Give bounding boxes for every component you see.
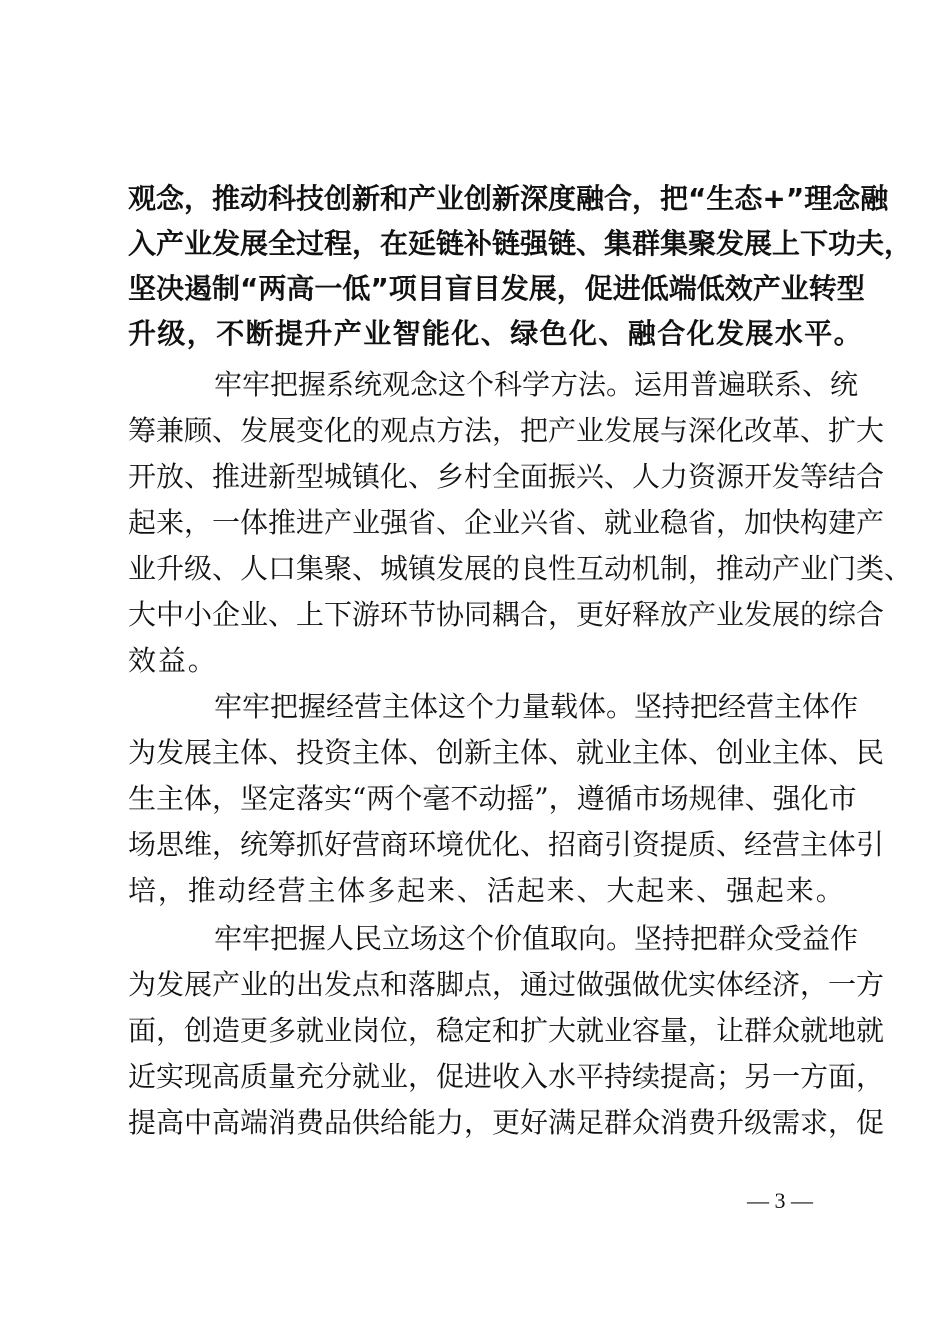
- text-line: 业升级、人口集聚、城镇发展的良性互动机制，推动产业门类、: [128, 552, 913, 585]
- text-line: 生主体，坚定落实“两个毫不动摇”，遵循市场规律、强化市: [128, 782, 857, 815]
- text-line: 坚决遏制“两高一低”项目盲目发展，促进低端低效产业转型: [128, 272, 865, 305]
- text-line: 升级，不断提升产业智能化、绿色化、融合化发展水平。: [128, 317, 864, 350]
- text-line: 场思维，统筹抓好营商环境优化、招商引资提质、经营主体引: [128, 828, 885, 861]
- text-line: 面，创造更多就业岗位，稳定和扩大就业容量，让群众就地就: [128, 1014, 885, 1047]
- text-line: 观念，推动科技创新和产业创新深度融合，把“生态+”理念融: [128, 182, 889, 215]
- text-line: 近实现高质量充分就业，促进收入水平持续提高；另一方面，: [128, 1060, 885, 1093]
- text-line: 效益。: [128, 644, 218, 677]
- paragraph-first-line: 牢牢把握经营主体这个力量载体。坚持把经营主体作: [214, 690, 859, 723]
- paragraph-first-line: 牢牢把握系统观念这个科学方法。运用普遍联系、统: [214, 368, 859, 401]
- text-line: 为发展主体、投资主体、创新主体、就业主体、创业主体、民: [128, 736, 885, 769]
- text-line: 入产业发展全过程，在延链补链强链、集群集聚发展上下功夫，: [128, 227, 913, 260]
- page-number: — 3 —: [747, 1188, 813, 1213]
- text-line: 提高中高端消费品供给能力，更好满足群众消费升级需求，促: [128, 1106, 885, 1139]
- text-line: 培，推动经营主体多起来、活起来、大起来、强起来。: [128, 874, 846, 907]
- text-line: 起来，一体推进产业强省、企业兴省、就业稳省，加快构建产: [128, 506, 885, 539]
- text-line: 筹兼顾、发展变化的观点方法，把产业发展与深化改革、扩大: [128, 414, 885, 447]
- text-line: 开放、推进新型城镇化、乡村全面振兴、人力资源开发等结合: [128, 460, 885, 493]
- text-line: 为发展产业的出发点和落脚点，通过做强做优实体经济，一方: [128, 968, 885, 1001]
- text-line: 大中小企业、上下游环节协同耦合，更好释放产业发展的综合: [128, 598, 885, 631]
- paragraph-first-line: 牢牢把握人民立场这个价值取向。坚持把群众受益作: [214, 922, 859, 955]
